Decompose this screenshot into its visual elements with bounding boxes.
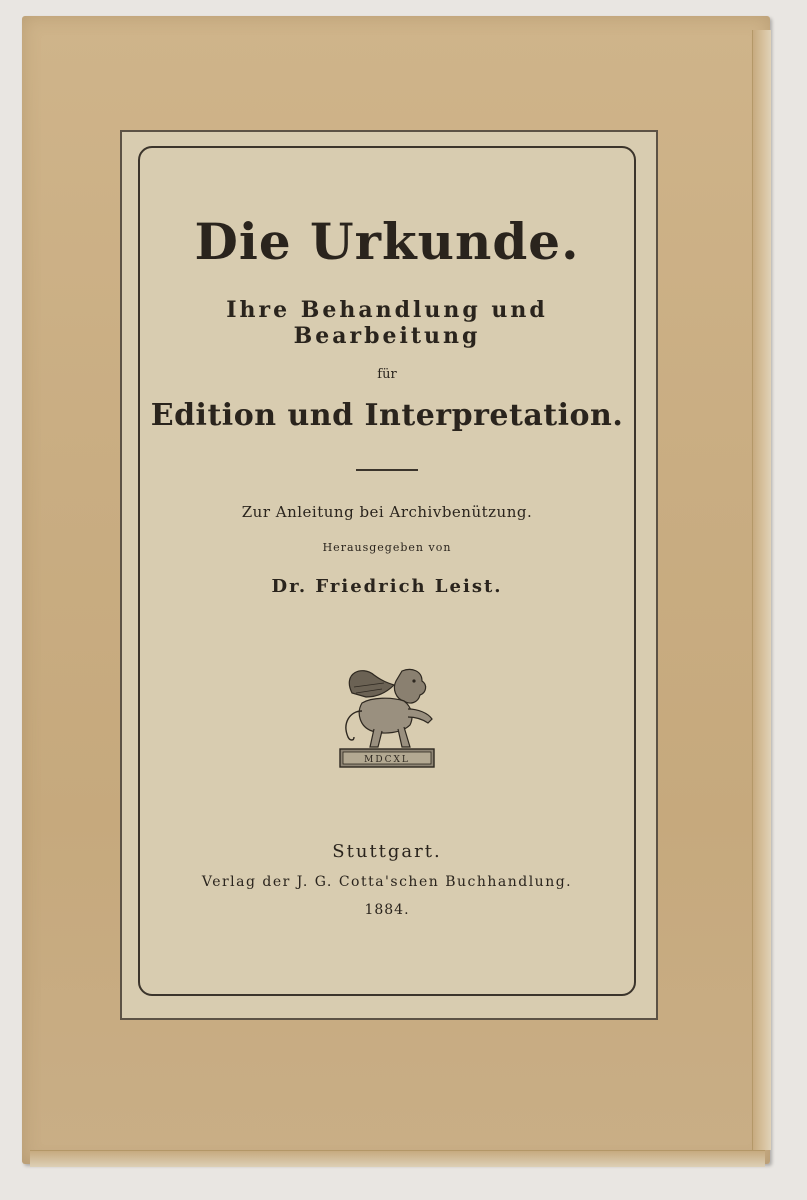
book-subtitle: Ihre Behandlung und Bearbeitung [226, 297, 548, 349]
emblem-motto: MDCXL [364, 755, 410, 765]
title-label-frame [138, 146, 636, 996]
publication-year: 1884. [364, 902, 410, 918]
book-bottom-edge [30, 1150, 765, 1167]
publication-place: Stuttgart. [332, 841, 442, 862]
author-name: Dr. Friedrich Leist. [271, 576, 503, 597]
editor-intro: Herausgegeben von [322, 541, 452, 554]
title-label [120, 130, 658, 1020]
publisher-name: Verlag der J. G. Cotta'schen Buchhandlung. [201, 874, 573, 890]
book-page-edge [752, 30, 771, 1150]
book-title: Die Urkunde. [194, 212, 580, 271]
griffin-emblem-icon [332, 663, 442, 775]
subtitle-connector: für [377, 367, 397, 382]
book-subtitle-edition: Edition und Interpretation. [150, 398, 624, 433]
book-purpose: Zur Anleitung bei Archivbenützung. [241, 503, 533, 521]
divider-rule [356, 469, 418, 471]
